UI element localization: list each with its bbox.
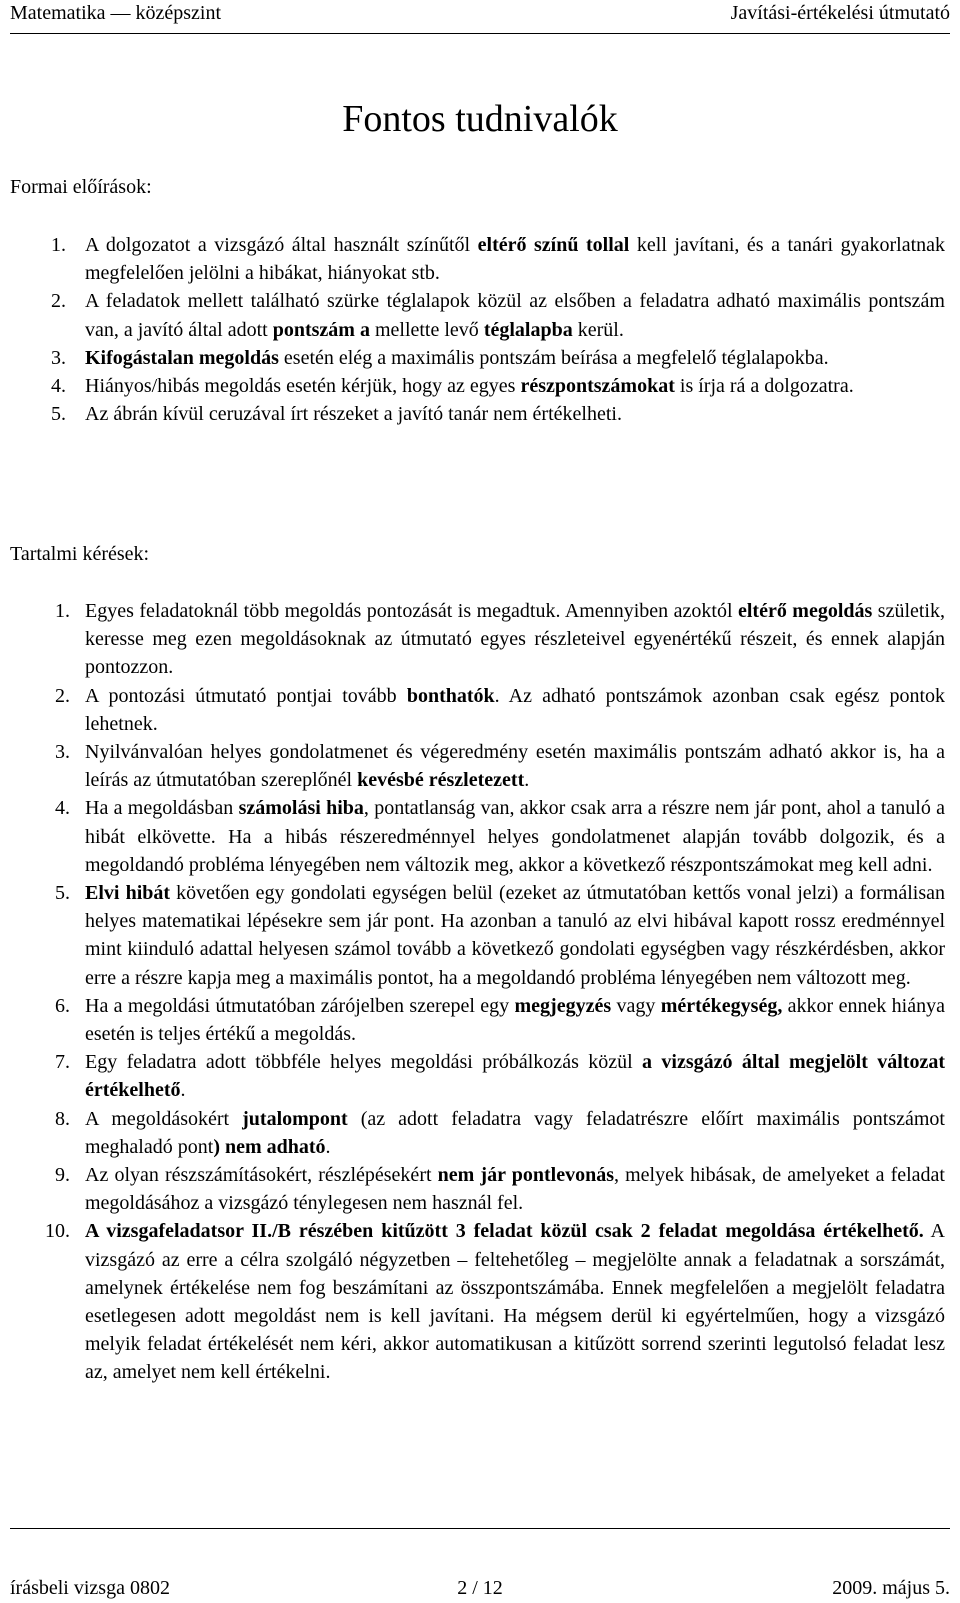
- list-item: [0, 231, 945, 287]
- item-text: Nyilvánvalóan helyes gondolatmenet és végeredmény esetén maximális pontszám adható akkor is, ha a leírás az útmutatóban szereplőnél: [85, 741, 945, 792]
- header-rule: [10, 33, 950, 34]
- item-text: kerül.: [572, 318, 624, 341]
- footer-page-number: 2 / 12: [457, 1577, 503, 1599]
- emphasis-text: ) nem adható: [213, 1135, 326, 1158]
- item-number: 9.: [55, 1164, 70, 1187]
- item-text: A megoldásokért: [85, 1107, 243, 1130]
- item-text: születik, keresse meg ezen megoldásoknak az útmutató egyes részleteivel egyenértékű részeit, és ennek alapján pontozzon.: [85, 600, 945, 679]
- item-text: , pontatlanság van, akkor csak arra a részre nem jár pont, ahol a tanuló a hibát elkövette. Ha a hibás részeredménnyel helyes gondolatmenet alapján tovább dolgozik, és a megoldandó probléma lényegében nem változik meg, akkor a következő részpontszámokat meg kell adni.: [85, 797, 945, 876]
- item-number: 1.: [55, 600, 70, 622]
- item-text: A feladatok mellett található szürke téglalapok közül az elsőben a feladatra adható maximális pontszám van, a javító által adott: [85, 290, 945, 341]
- formai-list: [0, 231, 945, 428]
- list-item: [0, 287, 945, 343]
- item-number: 3.: [55, 741, 70, 764]
- list-item: [0, 879, 945, 992]
- item-text: mellette levő: [369, 318, 484, 341]
- emphasis-text: jutalompont: [242, 1107, 348, 1130]
- item-number: 1.: [51, 234, 66, 256]
- item-number: 3.: [51, 346, 66, 369]
- item-text: A vizsgázó az erre a célra szolgáló négyzetben – feltehetőleg – megjelölte annak a feladatnak a sorszámát, amelynek értékelése nem fog beszámítani az összpontszámába. Ennek megfelelően a megjelölt feladatra esetlegesen adott megoldást nem is kell javítani. Ha mégsem derül ki egyértelműen, hogy a vizsgázó melyik feladat értékelését nem kéri, akkor automatikusan a kitűzött sorrend szerinti legutolsó feladat lesz az, amelyet nem kell értékelni.: [85, 1220, 946, 1384]
- emphasis-text: pontszám a: [272, 318, 370, 341]
- list-item: [0, 344, 945, 372]
- item-text: A pontozási útmutató pontjai tovább: [85, 684, 407, 707]
- list-item: [0, 682, 945, 738]
- emphasis-text: a vizsgázó által megjelölt változat értékelhető: [85, 1051, 945, 1102]
- page-footer: [10, 1575, 950, 1603]
- emphasis-text: téglalapba: [483, 318, 573, 341]
- item-text: akkor ennek hiánya esetén is teljes értékű a megoldás.: [85, 994, 945, 1046]
- item-text: Ha a megoldásban: [85, 797, 239, 820]
- formai-heading: Formai előírások:: [10, 176, 152, 198]
- item-number: 5.: [51, 403, 66, 426]
- item-number: 2.: [55, 684, 70, 707]
- item-text: Hiányos/hibás megoldás esetén kérjük, hogy az egyes: [85, 375, 521, 398]
- emphasis-text: részpontszámokat: [520, 375, 675, 398]
- emphasis-text: számolási hiba: [238, 797, 364, 820]
- emphasis-text: kevésbé részletezett: [357, 769, 525, 792]
- emphasis-text: A vizsgafeladatsor II./B részében kitűzött 3 feladat közül csak 2 feladat megoldása értékelhető.: [85, 1220, 924, 1243]
- header-subject: Matematika — középszint: [10, 2, 222, 24]
- footer-exam-code: írásbeli vizsga 0802: [10, 1577, 170, 1599]
- item-number: 4.: [51, 375, 66, 398]
- item-text: .: [524, 769, 530, 792]
- item-number: 5.: [55, 882, 70, 905]
- footer-date: 2009. május 5.: [832, 1577, 950, 1599]
- item-text: Az olyan részszámításokért, részlépésekért: [85, 1164, 438, 1187]
- item-number: 6.: [55, 994, 70, 1017]
- page-header: [10, 0, 950, 32]
- item-number: 2.: [51, 290, 66, 313]
- item-number: 8.: [55, 1107, 70, 1130]
- header-doc-type: Javítási-értékelési útmutató: [730, 2, 950, 24]
- item-text: is írja rá a dolgozatra.: [674, 375, 854, 398]
- list-item: [0, 597, 945, 682]
- emphasis-text: megjegyzés: [514, 994, 612, 1017]
- item-number: 4.: [55, 797, 70, 820]
- list-item: [0, 372, 945, 400]
- item-text: Egy feladatra adott többféle helyes megoldási próbálkozás közül: [85, 1051, 643, 1074]
- list-item: [0, 1048, 945, 1104]
- item-text: Az ábrán kívül ceruzával írt részeket a javító tanár nem értékelheti.: [85, 403, 622, 426]
- list-item: [0, 738, 945, 794]
- tartalmi-list: [0, 597, 945, 1387]
- item-text: Ha a megoldási útmutatóban zárójelben szerepel egy: [85, 994, 515, 1017]
- emphasis-text: nem jár pontlevonás: [437, 1164, 614, 1187]
- emphasis-text: Elvi hibát: [85, 882, 171, 905]
- emphasis-text: eltérő színű tollal: [477, 234, 630, 256]
- item-text: .: [325, 1135, 331, 1158]
- item-number: 10.: [45, 1220, 70, 1243]
- list-item: [0, 794, 945, 879]
- list-item: [0, 1105, 945, 1161]
- item-number: 7.: [55, 1051, 70, 1074]
- list-item: [0, 1161, 945, 1217]
- item-text: Egyes feladatoknál több megoldás pontozását is megadtuk. Amennyiben azoktól: [85, 600, 738, 622]
- item-text: . Az adható pontszámok azonban csak egész pontok lehetnek.: [85, 684, 945, 735]
- list-item: [0, 992, 945, 1048]
- item-text: kell javítani, és a tanári gyakorlatnak megfelelően jelölni a hibákat, hiányokat stb.: [85, 234, 945, 285]
- item-text: A dolgozatot a vizsgázó által használt színűtől: [85, 234, 478, 256]
- list-item: [0, 1217, 945, 1386]
- emphasis-text: mértékegység,: [660, 994, 783, 1017]
- emphasis-text: Kifogástalan megoldás: [85, 346, 279, 369]
- list-item: [0, 400, 945, 428]
- emphasis-text: eltérő megoldás: [737, 600, 873, 622]
- emphasis-text: bonthatók: [406, 684, 495, 707]
- item-text: (az adott feladatra vagy feladatrészre előírt maximális pontszámot meghaladó pont: [85, 1107, 945, 1158]
- footer-rule: [10, 1528, 950, 1529]
- tartalmi-heading: Tartalmi kérések:: [10, 543, 150, 565]
- item-text: vagy: [611, 994, 661, 1017]
- item-text: követően egy gondolati egységen belül (ezeket az útmutatóban kettős vonal jelzi) a formálisan helyes matematikai lépésekre sem jár pont. Ha azonban a tanuló az elvi hibával kapott rossz eredménnyel mint kiinduló adattal helyesen számol tovább a következő gondolati egységben vagy részkérdésben, akkor erre a részre kapja meg a maximális pontot, ha a megoldandó probléma lényegében nem változott meg.: [85, 882, 945, 989]
- item-text: .: [180, 1079, 186, 1102]
- page-title: Fontos tudnivalók: [342, 98, 618, 140]
- item-text: , melyek hibásak, de amelyeket a feladat megoldásához a vizsgázó ténylegesen nem használ fel.: [85, 1164, 945, 1215]
- item-text: esetén elég a maximális pontszám beírása a megfelelő téglalapokba.: [278, 346, 829, 369]
